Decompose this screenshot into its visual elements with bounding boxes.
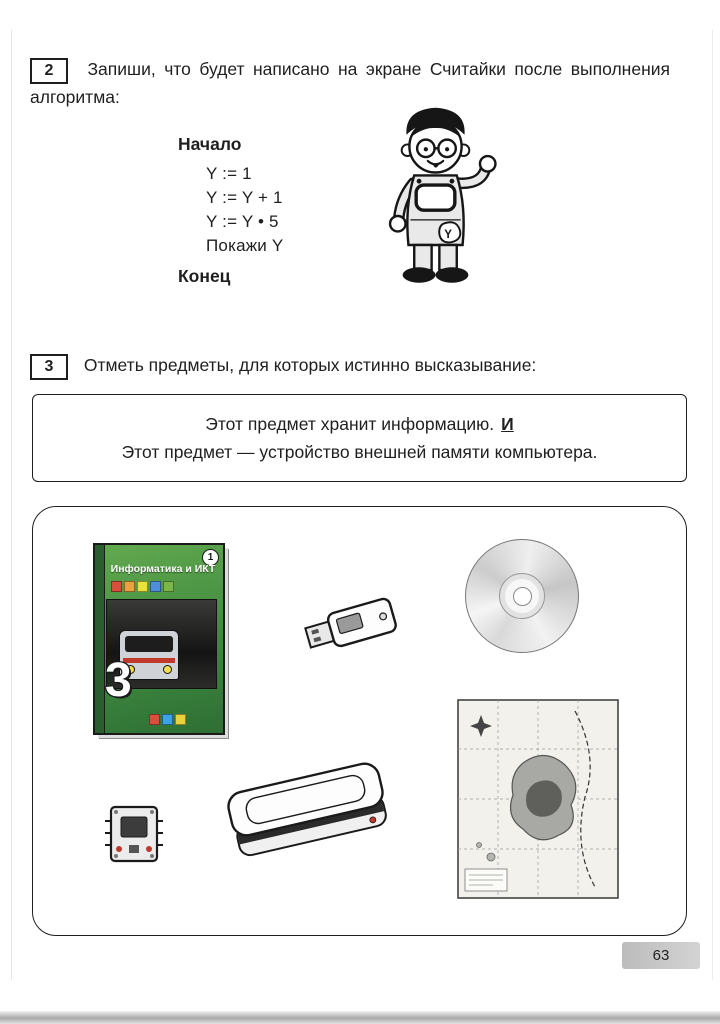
character-eye-right (445, 147, 449, 151)
character-screen (416, 185, 455, 210)
algorithm-block (178, 134, 283, 287)
pocket-letter: Y (444, 228, 452, 242)
character-shoe-left (403, 267, 436, 282)
statement-line1-text: Этот предмет хранит информацию. (205, 414, 495, 434)
task3-header (30, 352, 670, 380)
statement-box (32, 394, 687, 482)
chip-core (121, 817, 147, 837)
algorithm-step-4: Покажи Y (206, 236, 284, 255)
algorithm-step-1: Y := 1 (206, 164, 252, 183)
character-leg-right (439, 245, 456, 270)
external-hdd-image (219, 749, 401, 886)
book-letter-tiles-top (111, 581, 174, 592)
item-usb-flash-drive[interactable] (299, 583, 421, 663)
chip-hole-top-right (150, 810, 154, 814)
item-external-hard-drive[interactable] (219, 749, 401, 886)
chip-hole-top-left (114, 810, 118, 814)
tile-icon (175, 714, 186, 725)
cd-center-hole (513, 587, 532, 606)
train-windshield (125, 636, 173, 652)
tile-icon (137, 581, 148, 592)
book-grade-number: 3 (105, 654, 132, 707)
tile-icon (124, 581, 135, 592)
algorithm-begin: Начало (178, 134, 242, 154)
tile-icon (150, 581, 161, 592)
chip-button (129, 845, 139, 853)
algorithm-step-2: Y := Y + 1 (206, 188, 283, 207)
character-leg-left (414, 245, 431, 270)
item-microchip[interactable] (103, 801, 165, 867)
book-part-badge: 1 (202, 549, 219, 566)
statement-line-2: Этот предмет — устройство внешней памяти компьютера. (121, 442, 598, 462)
cd-inner-ring (499, 573, 545, 619)
scan-edge-right (712, 30, 713, 980)
usb-flash-drive-image (299, 583, 421, 663)
tile-icon (162, 714, 173, 725)
tile-icon (111, 581, 122, 592)
item-geographic-map[interactable] (457, 699, 619, 899)
chip-led-left (116, 846, 122, 852)
task3-number-box: 3 (30, 354, 68, 380)
task2-header (30, 56, 670, 110)
scan-edge-left (11, 30, 12, 980)
task3-prompt: Отметь предметы, для которых истинно высказывание: (83, 355, 537, 375)
chip-hole-bottom-left (114, 854, 118, 858)
chip-hole-bottom-right (150, 854, 154, 858)
item-textbook[interactable] (93, 543, 225, 735)
page-number: 63 (652, 947, 670, 964)
scan-bottom-band (0, 1011, 720, 1024)
schitayka-character-illustration (358, 100, 513, 303)
task2-prompt: Запиши, что будет написано на экране Считайки после выполнения алгоритма: (30, 59, 670, 107)
tile-icon (149, 714, 160, 725)
cd-disc-image (465, 539, 579, 653)
statement-conjunction: И (501, 414, 514, 434)
external-hdd-group (226, 761, 390, 858)
items-box (32, 506, 687, 936)
textbook-cover (93, 543, 225, 735)
tile-icon (163, 581, 174, 592)
chip-led-right (146, 846, 152, 852)
algorithm-step-3: Y := Y • 5 (206, 212, 279, 231)
map-islet-2 (477, 843, 482, 848)
algorithm-end: Конец (178, 266, 231, 286)
microchip-image (103, 801, 165, 867)
book-spine (95, 545, 105, 733)
book-letter-tiles-bottom (149, 714, 186, 725)
train-light-right (163, 665, 172, 674)
character-shoe-right (436, 267, 469, 282)
character-eye-left (424, 147, 428, 151)
map-image (457, 699, 619, 899)
book-title: Информатика и ИКТ (110, 563, 216, 575)
usb-flash-drive-group (303, 597, 397, 654)
statement-line-1 (205, 410, 513, 438)
item-cd-disc[interactable] (465, 539, 579, 653)
algorithm-steps (206, 164, 283, 256)
character-hand-left (390, 216, 405, 231)
task2-number-box: 2 (30, 58, 68, 84)
page-number-tab (622, 942, 700, 969)
character-hand-right (480, 156, 495, 171)
character-strap-button-left (417, 179, 422, 184)
map-islet-1 (487, 853, 495, 861)
character-strap-button-right (450, 179, 455, 184)
